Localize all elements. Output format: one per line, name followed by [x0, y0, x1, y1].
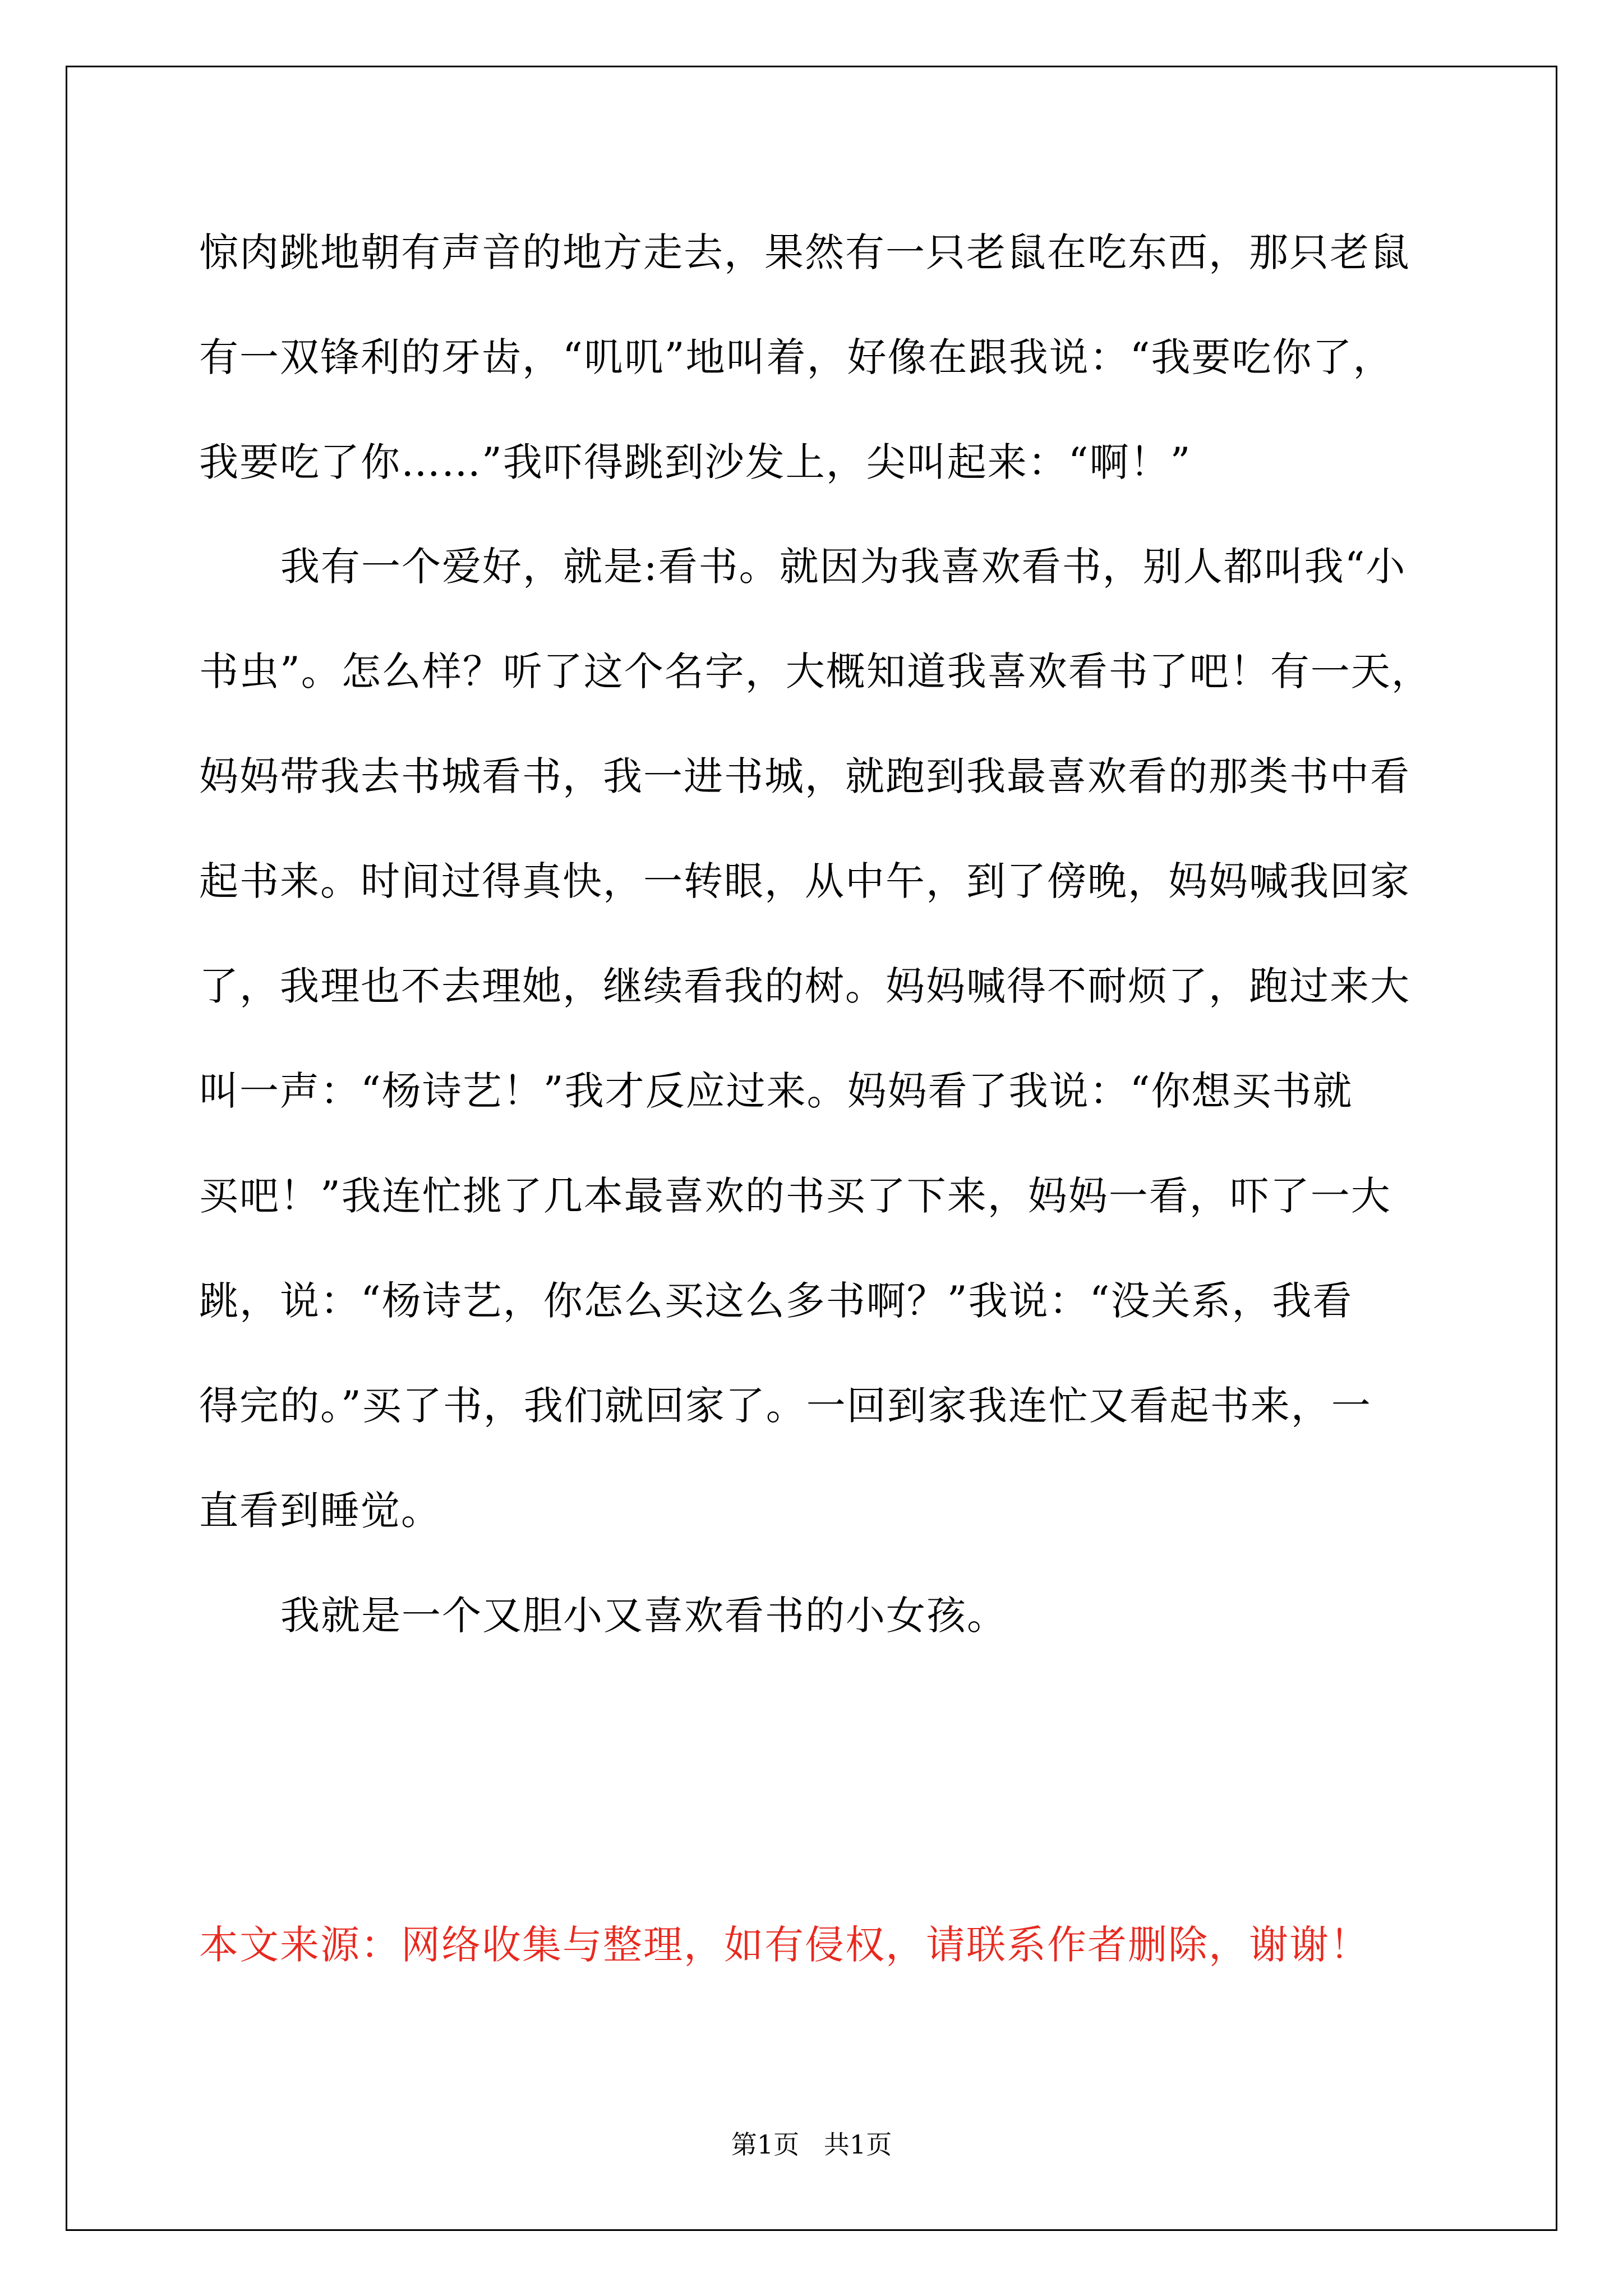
- paragraph-line: 我有一个爱好，就是:看书。就因为我喜欢看书，别人都叫我“小: [280, 544, 1407, 590]
- paragraph-line: 得完的。”买了书，我们就回家了。一回到家我连忙又看起书来，一: [199, 1383, 1372, 1429]
- paragraph-line: 买吧！”我连忙挑了几本最喜欢的书买了下来，妈妈一看，吓了一大: [199, 1173, 1391, 1219]
- paragraph-line: 叫一声：“杨诗艺！”我才反应过来。妈妈看了我说：“你想买书就: [199, 1068, 1353, 1114]
- paragraph-line: 起书来。时间过得真快，一转眼，从中午，到了傍晚，妈妈喊我回家: [199, 858, 1410, 904]
- paragraph-line: 惊肉跳地朝有声音的地方走去，果然有一只老鼠在吃东西，那只老鼠: [199, 229, 1410, 275]
- page-footer: 第1页 共1页: [731, 2129, 892, 2160]
- paragraph-line: 书虫”。怎么样？听了这个名字，大概知道我喜欢看书了吧！有一天，: [199, 648, 1432, 694]
- page-border: [66, 66, 1557, 2231]
- paragraph-line: 跳，说：“杨诗艺，你怎么买这么多书啊？”我说：“没关系，我看: [199, 1278, 1353, 1324]
- paragraph-line: 妈妈带我去书城看书，我一进书城，就跑到我最喜欢看的那类书中看: [199, 753, 1410, 799]
- paragraph-line: 了，我理也不去理她，继续看我的树。妈妈喊得不耐烦了，跑过来大: [199, 963, 1410, 1009]
- paragraph-line: 有一双锋利的牙齿，“叽叽”地叫着，好像在跟我说：“我要吃你了，: [199, 334, 1394, 380]
- paragraph-line: 直看到睡觉。: [199, 1488, 441, 1534]
- paragraph-line: 我就是一个又胆小又喜欢看书的小女孩。: [280, 1593, 1007, 1639]
- source-note: 本文来源：网络收集与整理，如有侵权，请联系作者删除，谢谢！: [199, 1922, 1370, 1968]
- paragraph-line: 我要吃了你……”我吓得跳到沙发上，尖叫起来：“啊！”: [199, 439, 1192, 485]
